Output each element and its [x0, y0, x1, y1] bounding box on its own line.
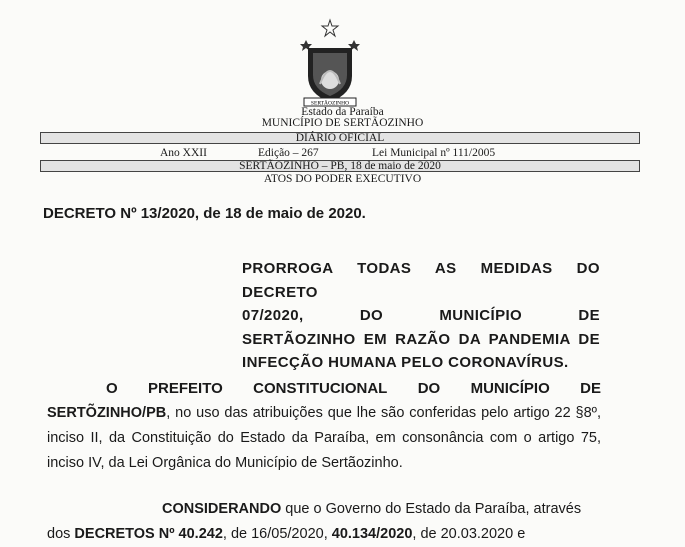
gazette-title-bar: DIÁRIO OFICIAL — [40, 132, 640, 144]
edition-label: Edição – 267 — [258, 147, 319, 159]
seal-banner: SERTÃOZINHO — [310, 100, 350, 107]
summary-line: PRORROGA TODAS AS MEDIDAS DO DECRETO — [242, 260, 600, 301]
state-name: Estado da Paraíba — [301, 106, 384, 118]
year-label: Ano XXII — [160, 147, 207, 159]
place-date-bar: SERTÃOZINHO – PB, 18 de maio de 2020 — [40, 160, 640, 172]
mayor-paragraph — [47, 376, 601, 476]
summary-line: SERTÃOZINHO EM RAZÃO DA PANDEMIA DE — [242, 330, 600, 348]
summary-line: INFECÇÃO HUMANA PELO CORONAVÍRUS. — [242, 354, 569, 371]
decrees-line: dos DECRETOS Nº 40.242, de 16/05/2020, 40.134/2020, de 20.03.2020 e — [47, 526, 526, 542]
mayor-heading: O PREFEITO CONSTITUCIONAL DO MUNICÍPIO DE — [106, 380, 601, 397]
law-label: Lei Municipal nº 111/2005 — [372, 147, 496, 159]
municipality-bold: SERTÕZINHO/PB — [47, 405, 167, 421]
decree-title: DECRETO Nº 13/2020, de 18 de maio de 2020. — [43, 205, 366, 222]
municipal-seal — [298, 18, 362, 110]
mayor-paragraph-text: , no uso das atribuições que lhe são conferidas pelo artigo 22 §8º, inciso II, da Constituição do Estado da Paraíba, em consonância com o artigo 75, inciso IV, da Lei Orgânica do Município de Sertãozinho. — [47, 405, 601, 471]
municipality-name: MUNICÍPIO DE SERTÃOZINHO — [261, 117, 424, 129]
considering-bold: CONSIDERANDO — [162, 501, 282, 517]
summary-line: 07/2020, DO MUNICÍPIO DE — [242, 307, 600, 324]
decree-summary — [242, 257, 600, 375]
section-title: ATOS DO PODER EXECUTIVO — [263, 173, 422, 185]
considering-paragraph: CONSIDERANDO que o Governo do Estado da Paraíba, através dos DECRETOS Nº 40.242, de 16/05/2020, 40.134/2020, de 20.03.2020 e — [47, 497, 601, 547]
edition-row — [0, 147, 685, 159]
